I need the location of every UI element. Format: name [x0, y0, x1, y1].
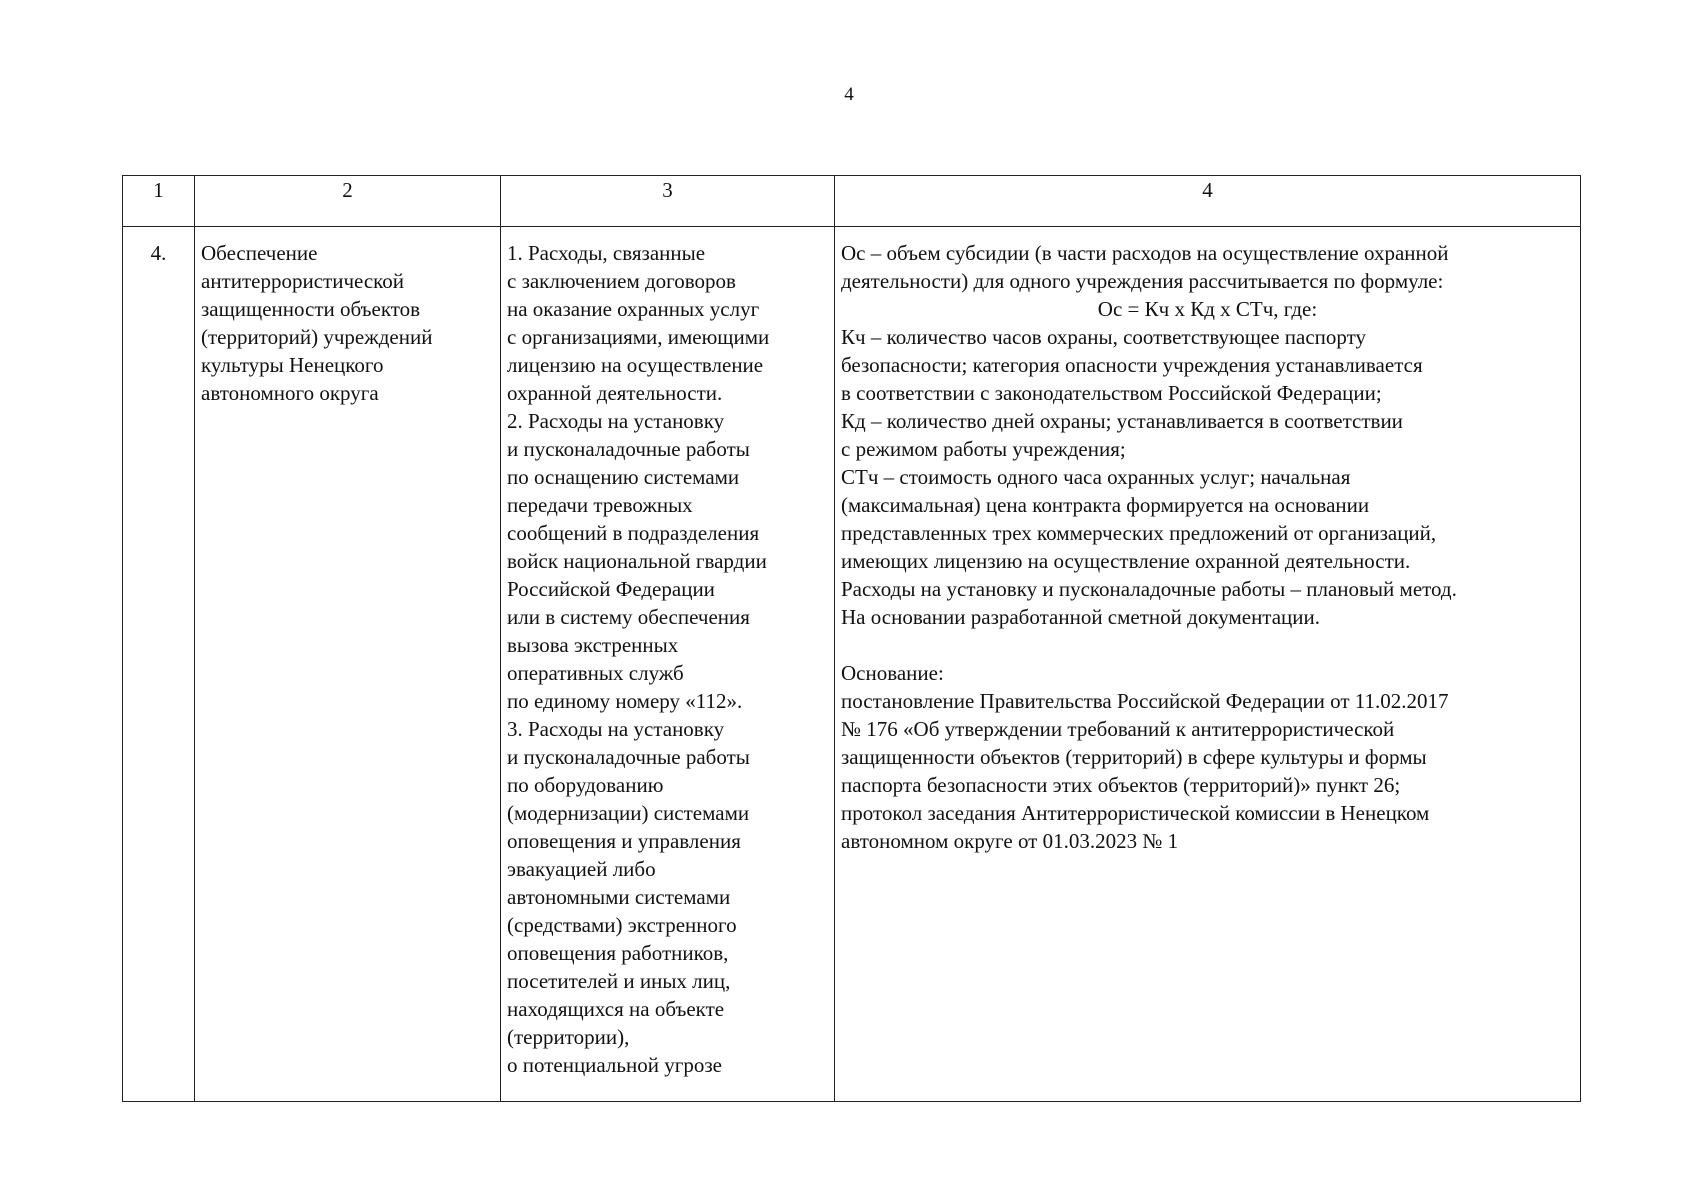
row-number: 4. [150, 241, 167, 265]
page-number: 4 [844, 84, 854, 105]
expense-line: на оказание охранных услуг [507, 297, 760, 321]
expense-line: по оснащению системами [507, 465, 740, 489]
calculation-line: представленных трех коммерческих предложений от организаций, [841, 521, 1437, 545]
calculation-line: с режимом работы учреждения; [841, 437, 1126, 461]
expense-line: и пусконаладочные работы [507, 745, 750, 769]
table-row [123, 227, 1581, 1102]
expense-line: 3. Расходы на установку [507, 717, 725, 741]
expense-line: вызова экстренных [507, 633, 679, 657]
column-header-2: 2 [195, 176, 501, 227]
expense-line: с организациями, имеющими [507, 325, 770, 349]
calculation-line: Кд – количество дней охраны; устанавливается в соответствии [841, 409, 1403, 433]
expense-line: 1. Расходы, связанные [507, 241, 706, 265]
measure-name-line: культуры Ненецкого [201, 353, 384, 377]
expense-line: передачи тревожных [507, 493, 693, 517]
expense-line: 2. Расходы на установку [507, 409, 725, 433]
calculation-line: Основание: [841, 661, 944, 685]
expense-line: по оборудованию [507, 773, 664, 797]
expense-line: войск национальной гвардии [507, 549, 767, 573]
calculation-line: Расходы на установку и пусконаладочные работы – плановый метод. [841, 577, 1457, 601]
column-header-4: 4 [835, 176, 1581, 227]
expense-line: и пусконаладочные работы [507, 437, 750, 461]
calculation-line: в соответствии с законодательством Российской Федерации; [841, 381, 1382, 405]
measure-name-line: Обеспечение [201, 241, 318, 265]
measure-name-line: защищенности объектов [201, 297, 421, 321]
expense-line: эвакуацией либо [507, 857, 656, 881]
calculation-line: (максимальная) цена контракта формируется на основании [841, 493, 1370, 517]
expense-line: оповещения и управления [507, 829, 741, 853]
expense-line: по единому номеру «112». [507, 689, 743, 713]
calculation-line: № 176 «Об утверждении требований к антитеррористической [841, 717, 1395, 741]
expense-line: оперативных служб [507, 661, 684, 685]
calculation-line: защищенности объектов (территорий) в сфере культуры и формы [841, 745, 1427, 769]
calculation-line: Ос = Кч х Кд х СТч, где: [1097, 297, 1318, 321]
expense-line: (территории), [507, 1025, 630, 1049]
subsidy-table [122, 175, 1581, 1102]
expense-line: находящихся на объекте [507, 997, 725, 1021]
calculation-line [841, 631, 1574, 659]
calculation-line: безопасности; категория опасности учреждения устанавливается [841, 353, 1423, 377]
measure-name-cell [195, 227, 501, 1102]
expense-line: оповещения работников, [507, 941, 729, 965]
measure-name-line: антитеррористической [201, 269, 405, 293]
calculation-method-cell [835, 227, 1581, 1102]
measure-name-line: (территорий) учреждений [201, 325, 433, 349]
calculation-line: На основании разработанной сметной документации. [841, 605, 1321, 629]
calculation-line: Кч – количество часов охраны, соответствующее паспорту [841, 325, 1367, 349]
calculation-line: автономном округе от 01.03.2023 № 1 [841, 829, 1179, 853]
measure-name-line: автономного округа [201, 381, 379, 405]
header-row [123, 176, 1581, 227]
expense-line: (средствами) экстренного [507, 913, 737, 937]
expense-line: сообщений в подразделения [507, 521, 760, 545]
column-header-3: 3 [501, 176, 835, 227]
calculation-line: постановление Правительства Российской Федерации от 11.02.2017 [841, 689, 1449, 713]
calculation-line: деятельности) для одного учреждения рассчитывается по формуле: [841, 269, 1444, 293]
row-number-cell [123, 227, 195, 1102]
calculation-line: СТч – стоимость одного часа охранных услуг; начальная [841, 465, 1351, 489]
expense-line: посетителей и иных лиц, [507, 969, 731, 993]
expense-line: о потенциальной угрозе [507, 1053, 722, 1077]
expense-line: лицензию на осуществление [507, 353, 764, 377]
expense-line: или в систему обеспечения [507, 605, 750, 629]
expense-line: (модернизации) системами [507, 801, 750, 825]
calculation-line: Ос – объем субсидии (в части расходов на осуществление охранной [841, 241, 1449, 265]
expense-line: охранной деятельности. [507, 381, 723, 405]
calculation-line: паспорта безопасности этих объектов (территорий)» пункт 26; [841, 773, 1401, 797]
expenses-cell [501, 227, 835, 1102]
calculation-line: протокол заседания Антитеррористической комиссии в Ненецком [841, 801, 1430, 825]
column-header-1: 1 [123, 176, 195, 227]
expense-line: автономными системами [507, 885, 731, 909]
calculation-line: имеющих лицензию на осуществление охранной деятельности. [841, 549, 1411, 573]
expense-line: Российской Федерации [507, 577, 715, 601]
expense-line: с заключением договоров [507, 269, 736, 293]
